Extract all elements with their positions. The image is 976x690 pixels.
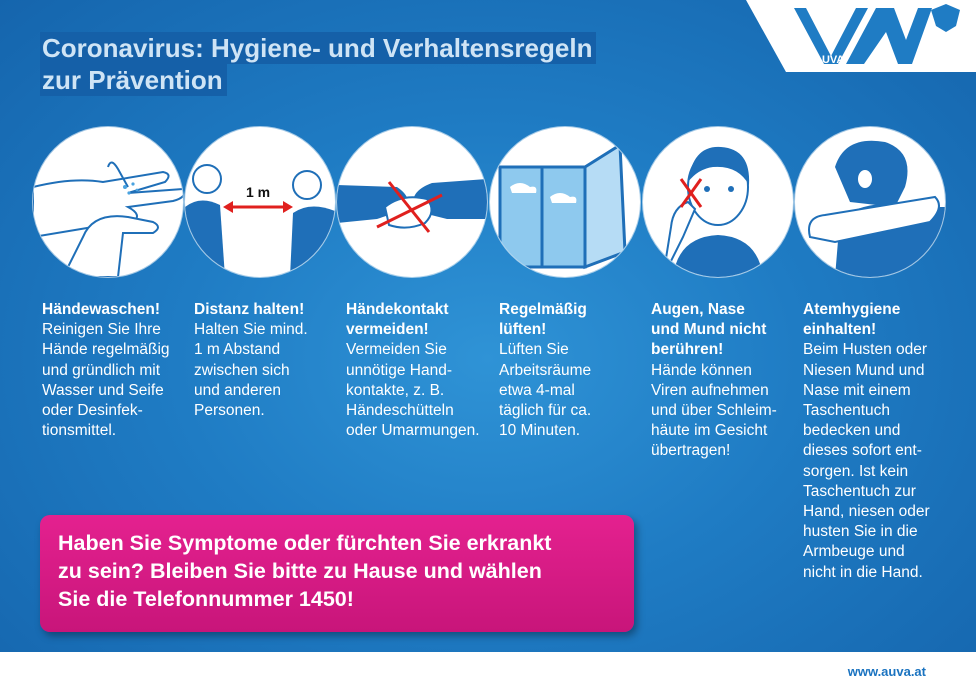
rule-body: Vermeiden Sie unnötige Hand- kontakte, z. B. Händeschütteln oder Umarmungen. xyxy=(346,341,480,440)
title-line-2: zur Prävention xyxy=(40,64,227,96)
rule-body: Halten Sie mind. 1 m Abstand zwischen sich und anderen Personen. xyxy=(194,321,308,420)
rule-respiratory-hygiene xyxy=(803,300,953,583)
rule-body: Beim Husten oder Niesen Mund und Nase mit einem Taschentuch bedecken und dieses sofort ent- sorgen. Ist kein Taschentuch zur Hand, niesen oder husten Sie in die Armbeuge und nicht in die Hand. xyxy=(803,341,930,581)
distance-label: 1 m xyxy=(245,184,271,200)
face-touch-illustration xyxy=(643,127,793,277)
rule-body: Reinigen Sie Ihre Hände regelmäßig und gründlich mit Wasser und Seife oder Desinfek- tionsmittel. xyxy=(42,321,170,440)
handshake-illustration xyxy=(337,127,487,277)
rule-face-touch xyxy=(651,300,796,462)
auva-logo xyxy=(746,0,976,72)
rule-heading: Händekontakt vermeiden! xyxy=(346,301,449,339)
rule-hand-contact xyxy=(346,300,491,441)
sneeze-illustration xyxy=(795,127,945,277)
rule-heading: Augen, Nase und Mund nicht berühren! xyxy=(651,301,767,359)
rule-heading: Distanz halten! xyxy=(194,301,305,318)
title-line-1: Coronavirus: Hygiene- und Verhaltensregeln xyxy=(40,32,596,64)
rule-ventilation xyxy=(499,300,639,441)
distance-illustration xyxy=(185,127,335,277)
rule-body: Hände können Viren aufnehmen und über Schleim- häute im Gesicht übertragen! xyxy=(651,361,777,460)
handwashing-illustration xyxy=(33,127,183,277)
logo-text: AUVA xyxy=(814,54,845,66)
rule-body: Lüften Sie Arbeitsräume etwa 4-mal täglich für ca. 10 Minuten. xyxy=(499,341,592,440)
rule-heading: Händewaschen! xyxy=(42,301,161,318)
website-link[interactable]: www.auva.at xyxy=(847,664,926,679)
rule-handwashing xyxy=(42,300,182,441)
page-title xyxy=(40,32,596,96)
rule-heading: Regelmäßig lüften! xyxy=(499,301,587,339)
ventilation-illustration xyxy=(490,127,640,277)
symptoms-callout xyxy=(40,515,634,632)
rule-distance xyxy=(194,300,334,421)
rule-heading: Atemhygiene einhalten! xyxy=(803,301,901,339)
callout-text: Haben Sie Symptome oder fürchten Sie erkrankt zu sein? Bleiben Sie bitte zu Hause und wählen Sie die Telefonnummer 1450! xyxy=(58,531,552,611)
